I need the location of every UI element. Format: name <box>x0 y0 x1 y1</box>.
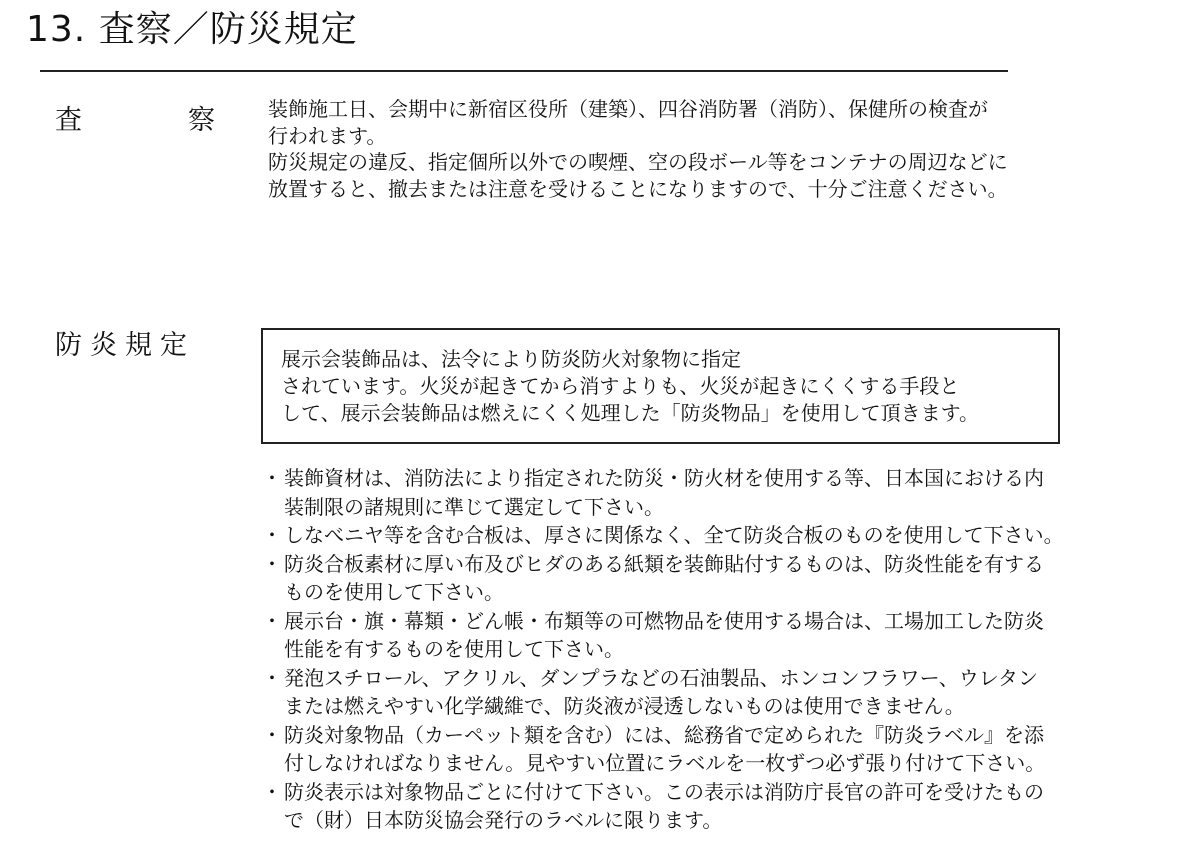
fire-rules-label: 防炎規定 <box>55 330 195 361</box>
list-item-line: 防炎表示は対象物品ごとに付けて下さい。この表示は消防庁長官の許可を受けたもの <box>284 779 1044 804</box>
inspection-line: 防災規定の違反、指定個所以外での喫煙、空の段ボール等をコンテナの周辺などに <box>268 150 1008 174</box>
list-item <box>262 664 1162 721</box>
list-item-line: 展示台・旗・幕類・どん帳・布類等の可燃物品を使用する場合は、工場加工した防炎 <box>284 608 1044 633</box>
notice-line: して、展示会装飾品は燃えにくく処理した「防炎物品」を使用して頂きます。 <box>281 401 979 425</box>
list-item-line: 性能を有するものを使用して下さい。 <box>284 637 624 661</box>
fire-rules-list <box>262 464 1162 835</box>
section-number: 13. <box>26 9 87 50</box>
list-item <box>262 521 1162 550</box>
list-item-line: 防炎合板素材に厚い布及びヒダのある紙類を装飾貼付するものは、防炎性能を有する <box>284 551 1044 576</box>
fire-notice-box <box>261 328 1060 444</box>
list-item-line: 防炎対象物品（カーペット類を含む）には、総務省で定められた『防炎ラベル』を添 <box>284 722 1044 747</box>
inspection-label-char-2: 察 <box>188 105 215 136</box>
list-item-line: 付しなければなりません。見やすい位置にラベルを一枚ずつ必ず張り付けて下さい。 <box>284 751 1046 775</box>
section-title: 査察／防災規定 <box>98 9 358 50</box>
notice-line: 展示会装飾品は、法令により防炎防火対象物に指定 <box>281 347 741 371</box>
bullet-mark: ・ <box>262 779 282 804</box>
bullet-mark: ・ <box>262 722 282 747</box>
bullet-mark: ・ <box>262 551 282 576</box>
bullet-mark: ・ <box>262 665 282 690</box>
list-item-line: ものを使用して下さい。 <box>284 580 504 604</box>
list-item-line: 装飾資材は、消防法により指定された防災・防火材を使用する等、日本国における内 <box>284 466 1044 490</box>
inspection-label <box>55 104 215 138</box>
list-item <box>262 607 1162 664</box>
inspection-line: 装飾施工日、会期中に新宿区役所（建築）、四谷消防署（消防）、保健所の検査が <box>268 97 988 121</box>
bullet-mark: ・ <box>262 608 282 633</box>
bullet-mark: ・ <box>262 466 282 490</box>
list-item-line: 発泡スチロール、アクリル、ダンプラなどの石油製品、ホンコンフラワー、ウレタン <box>284 665 1038 690</box>
list-item <box>262 550 1162 607</box>
list-item <box>262 464 1162 521</box>
list-item-line: で（財）日本防災協会発行のラベルに限ります。 <box>284 808 723 832</box>
notice-line: されています。火災が起きてから消すよりも、火災が起きにくくする手段と <box>281 374 960 398</box>
inspection-line: 放置すると、撤去または注意を受けることになりますので、十分ご注意ください。 <box>268 176 1008 201</box>
list-item <box>262 778 1162 835</box>
page-title <box>26 6 358 54</box>
bullet-mark: ・ <box>262 523 282 547</box>
title-underline <box>40 70 1008 72</box>
list-item-line: または燃えやすい化学繊維で、防炎液が浸透しないものは使用できません。 <box>284 694 965 718</box>
inspection-paragraph <box>268 96 1008 202</box>
inspection-label-char-1: 査 <box>55 105 82 136</box>
list-item-line: 装制限の諸規則に準じて選定して下さい。 <box>284 494 664 519</box>
list-item-line: しなべニヤ等を含む合板は、厚さに関係なく、全て防炎合板のものを使用して下さい。 <box>284 523 1064 547</box>
inspection-line: 行われます。 <box>268 123 387 148</box>
list-item <box>262 721 1162 778</box>
